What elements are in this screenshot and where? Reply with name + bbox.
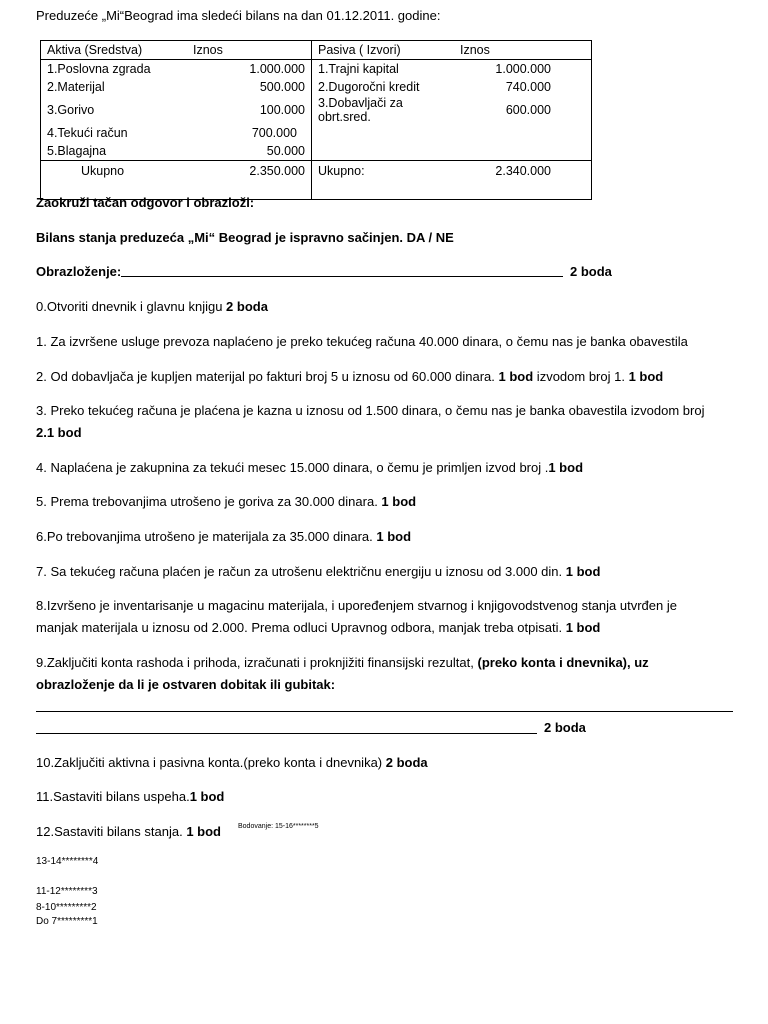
table-header-row <box>41 41 592 60</box>
task-3: 3. Preko tekućeg računa je plaćena je kazna u iznosu od 1.500 dinara, o čemu nas je banka obavestila izvodom broj <box>36 403 705 418</box>
obrazlozenje-label: Obrazloženje: <box>36 264 122 279</box>
aktiva-header: Aktiva (Sredstva) <box>41 41 188 60</box>
table-row: 5.Blagajna 50.000 <box>41 142 592 161</box>
ukupno-aktiva-value: 2.350.000 <box>187 161 312 182</box>
iznos-header: Iznos <box>187 41 312 60</box>
table-row: 4.Tekući račun 700.000 <box>41 124 592 142</box>
bodovanje-row: 11-12********3 <box>36 886 98 897</box>
answer-line[interactable] <box>36 733 537 734</box>
task-9-line2: obrazloženje da li je ostvaren dobitak ili gubitak: <box>36 677 336 692</box>
task-5: 5. Prema trebovanjima utrošeno je goriva za 30.000 dinara. 1 bod <box>36 494 417 509</box>
table-total-row <box>41 161 592 182</box>
task-4: 4. Naplaćena je zakupnina za tekući mesec 15.000 dinara, o čemu je primljen izvod broj .1 bod <box>36 460 584 475</box>
task-11: 11.Sastaviti bilans uspeha.1 bod <box>36 789 225 804</box>
task-6: 6.Po trebovanjima utrošeno je materijala za 35.000 dinara. 1 bod <box>36 529 412 544</box>
intro-text: Preduzeće „Mi“Beograd ima sledeći bilans na dan 01.12.2011. godine: <box>36 8 441 23</box>
task-2: 2. Od dobavljača je kupljen materijal po fakturi broj 5 u iznosu od 60.000 dinara. 1 bod izvodom broj 1. 1 bod <box>36 369 664 384</box>
task-7: 7. Sa tekućeg računa plaćen je račun za utrošenu električnu energiju u iznosu od 3.000 din. 1 bod <box>36 564 601 579</box>
task-3-line2: 2.1 bod <box>36 425 82 440</box>
task-9-points: 2 boda <box>544 720 586 735</box>
table-row: 1.Poslovna zgrada 1.000.000 1.Trajni kapital 1.000.000 <box>41 60 592 79</box>
task-8-line2: manjak materijala u iznosu od 2.000. Prema odluci Upravnog odbora, manjak treba otpisati. 1 bod <box>36 620 601 635</box>
table-row: 2.Materijal 500.000 2.Dugoročni kredit 740.000 <box>41 78 592 96</box>
task-10: 10.Zaključiti aktivna i pasivna konta.(preko konta i dnevnika) 2 boda <box>36 755 428 770</box>
balance-sheet-table <box>40 40 592 200</box>
bodovanje-row: 8-10*********2 <box>36 902 97 913</box>
bodovanje-row: Do 7*********1 <box>36 916 98 927</box>
task-12: 12.Sastaviti bilans stanja. 1 bod <box>36 824 221 839</box>
iznos2-header: Iznos <box>454 41 592 60</box>
bodovanje-row: 13-14********4 <box>36 856 99 867</box>
answer-line[interactable] <box>36 711 733 712</box>
task-1: 1. Za izvršene usluge prevoza naplaćeno je preko tekućeg računa 40.000 dinara, o čemu nas je banka obavestila <box>36 334 688 349</box>
table-row: 3.Gorivo 100.000 3.Dobavljači za obrt.sred. 600.000 <box>41 96 592 124</box>
task-8: 8.Izvršeno je inventarisanje u magacinu materijala, i upoređenjem stvarnog i knjigovodstvenog stanja utvrđen je <box>36 598 677 613</box>
bodovanje-label: Bodovanje: 15-16********5 <box>238 823 319 830</box>
question-bilans: Bilans stanja preduzeća „Mi“ Beograd je ispravno sačinjen. DA / NE <box>36 230 454 245</box>
ukupno-pasiva-value: 2.340.000 <box>454 161 592 182</box>
task-0: 0.Otvoriti dnevnik i glavnu knjigu 2 boda <box>36 299 268 314</box>
pasiva-header: Pasiva ( Izvori) <box>312 41 455 60</box>
task-9: 9.Zaključiti konta rashoda i prihoda, izračunati i proknjižiti finansijski rezultat, (preko konta i dnevnika), uz <box>36 655 649 670</box>
answer-line[interactable] <box>121 276 563 277</box>
instructions: Zaokruži tačan odgovor i obrazloži: <box>36 195 255 210</box>
ukupno-pasiva-label: Ukupno: <box>312 161 455 182</box>
obrazlozenje-points: 2 boda <box>570 264 612 279</box>
ukupno-aktiva-label: Ukupno <box>41 161 188 182</box>
